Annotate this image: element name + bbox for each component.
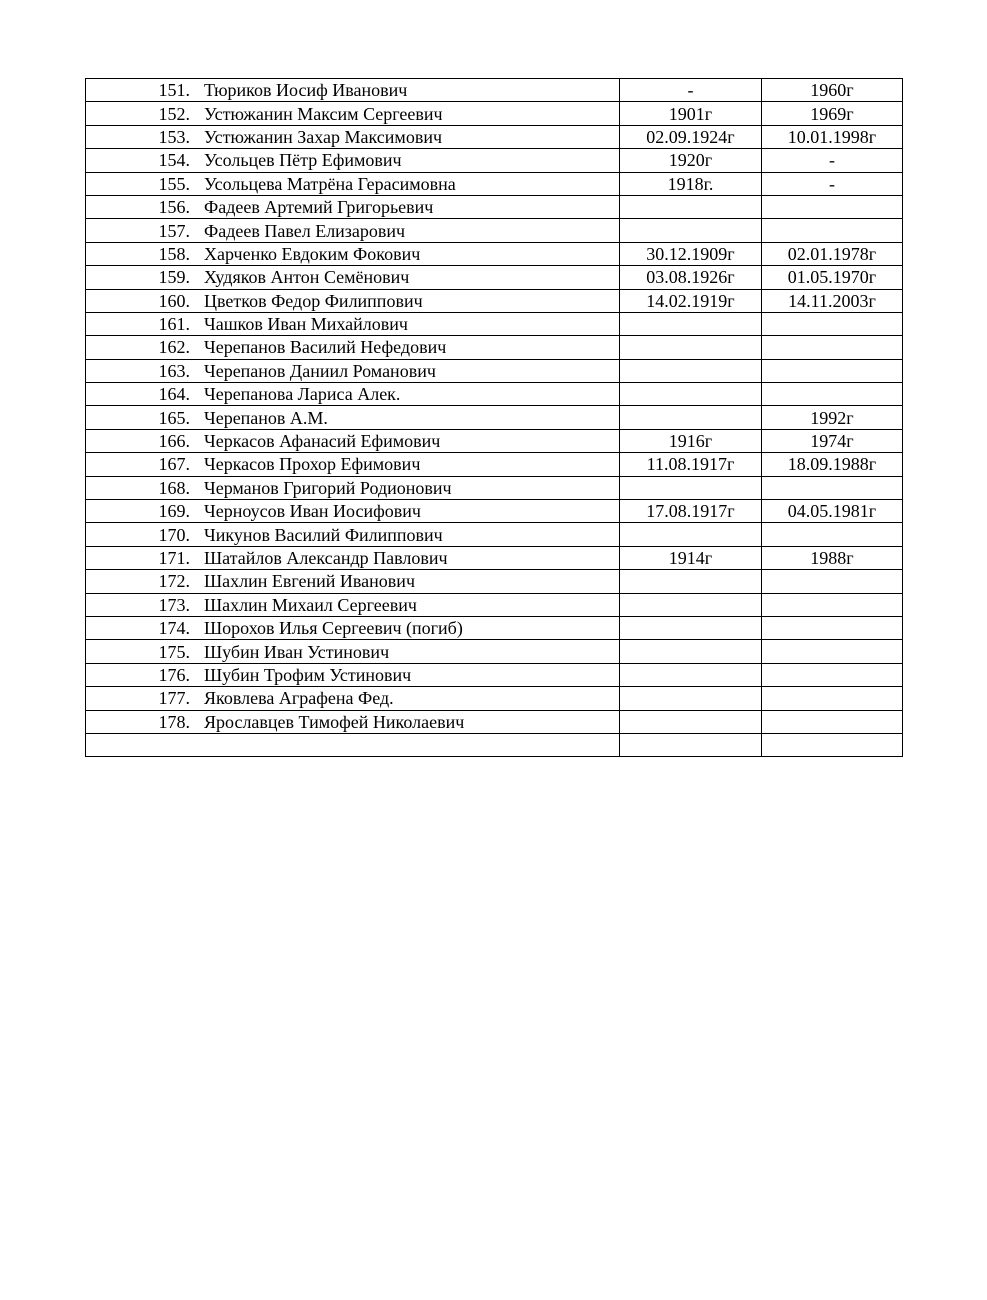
birth-date-cell bbox=[620, 687, 762, 710]
table-row bbox=[86, 570, 903, 593]
table-row bbox=[86, 406, 903, 429]
death-date-cell: 14.11.2003г bbox=[762, 289, 903, 312]
person-name: Ярославцев Тимофей Николаевич bbox=[204, 711, 465, 732]
table-row bbox=[86, 102, 903, 125]
table-row bbox=[86, 172, 903, 195]
row-number: 155. bbox=[158, 173, 190, 194]
person-name: Черкасов Афанасий Ефимович bbox=[204, 431, 441, 452]
row-number: 168. bbox=[158, 477, 190, 498]
death-date-cell bbox=[762, 710, 903, 733]
table-row bbox=[86, 733, 903, 756]
birth-date-cell bbox=[620, 219, 762, 242]
name-cell bbox=[86, 453, 620, 476]
name-cell bbox=[86, 242, 620, 265]
name-cell bbox=[86, 733, 620, 756]
birth-date-cell: 1918г. bbox=[620, 172, 762, 195]
death-date-cell bbox=[762, 663, 903, 686]
death-date-cell bbox=[762, 476, 903, 499]
person-name: Шахлин Михаил Сергеевич bbox=[204, 594, 417, 615]
death-date-cell: 10.01.1998г bbox=[762, 125, 903, 148]
person-name: Черманов Григорий Родионович bbox=[204, 477, 452, 498]
name-cell bbox=[86, 383, 620, 406]
person-name: Фадеев Артемий Григорьевич bbox=[204, 197, 434, 218]
name-cell bbox=[86, 476, 620, 499]
death-date-cell: 18.09.1988г bbox=[762, 453, 903, 476]
row-number: 157. bbox=[158, 220, 190, 241]
birth-date-cell bbox=[620, 663, 762, 686]
row-number: 159. bbox=[158, 267, 190, 288]
name-cell bbox=[86, 312, 620, 335]
birth-date-cell: 17.08.1917г bbox=[620, 500, 762, 523]
birth-date-cell bbox=[620, 593, 762, 616]
birth-date-cell: 1914г bbox=[620, 546, 762, 569]
table-row bbox=[86, 359, 903, 382]
row-number: 171. bbox=[158, 548, 190, 568]
table-row bbox=[86, 149, 903, 172]
row-number: 167. bbox=[158, 454, 190, 475]
birth-date-cell: 03.08.1926г bbox=[620, 266, 762, 289]
death-date-cell bbox=[762, 336, 903, 359]
name-cell bbox=[86, 102, 620, 125]
table-row bbox=[86, 616, 903, 639]
death-date-cell bbox=[762, 383, 903, 406]
birth-date-cell: 14.02.1919г bbox=[620, 289, 762, 312]
name-cell bbox=[86, 219, 620, 242]
death-date-cell bbox=[762, 733, 903, 756]
person-name: Шорохов Илья Сергеевич (погиб) bbox=[204, 618, 463, 639]
row-number: 163. bbox=[158, 360, 190, 381]
death-date-cell bbox=[762, 312, 903, 335]
person-name: Шубин Иван Устинович bbox=[204, 641, 390, 662]
table-row bbox=[86, 429, 903, 452]
person-name: Шубин Трофим Устинович bbox=[204, 664, 412, 685]
death-date-cell: 1992г bbox=[762, 406, 903, 429]
person-name: Черепанов А.М. bbox=[204, 407, 328, 428]
name-cell bbox=[86, 593, 620, 616]
memorial-roster-table bbox=[85, 78, 903, 757]
row-number: 153. bbox=[158, 126, 190, 147]
death-date-cell bbox=[762, 195, 903, 218]
table-row bbox=[86, 663, 903, 686]
table-row bbox=[86, 523, 903, 546]
birth-date-cell bbox=[620, 383, 762, 406]
person-name: Черноусов Иван Иосифович bbox=[204, 501, 421, 522]
table-row bbox=[86, 289, 903, 312]
death-date-cell bbox=[762, 359, 903, 382]
table-row bbox=[86, 383, 903, 406]
birth-date-cell: - bbox=[620, 79, 762, 102]
row-number: 176. bbox=[158, 664, 190, 685]
death-date-cell bbox=[762, 593, 903, 616]
row-number: 177. bbox=[158, 688, 190, 709]
person-name: Шахлин Евгений Иванович bbox=[204, 571, 415, 592]
row-number: 161. bbox=[158, 314, 190, 335]
death-date-cell bbox=[762, 523, 903, 546]
row-number: 173. bbox=[158, 594, 190, 615]
table-row bbox=[86, 336, 903, 359]
table-row bbox=[86, 640, 903, 663]
death-date-cell: 1960г bbox=[762, 79, 903, 102]
person-name: Черепанова Лариса Алек. bbox=[204, 384, 401, 405]
row-number: 158. bbox=[158, 243, 190, 264]
table-row bbox=[86, 500, 903, 523]
roster-table-body bbox=[86, 79, 903, 757]
person-name: Чашков Иван Михайлович bbox=[204, 314, 408, 335]
birth-date-cell bbox=[620, 312, 762, 335]
row-number: 154. bbox=[158, 150, 190, 171]
death-date-cell: - bbox=[762, 172, 903, 195]
row-number: 175. bbox=[158, 641, 190, 662]
death-date-cell bbox=[762, 640, 903, 663]
death-date-cell bbox=[762, 570, 903, 593]
death-date-cell: 1974г bbox=[762, 429, 903, 452]
table-row bbox=[86, 593, 903, 616]
row-number: 160. bbox=[158, 290, 190, 311]
birth-date-cell bbox=[620, 476, 762, 499]
person-name: Цветков Федор Филиппович bbox=[204, 290, 423, 311]
person-name: Яковлева Аграфена Фед. bbox=[204, 688, 394, 709]
row-number: 169. bbox=[158, 501, 190, 522]
person-name: Шатайлов Александр Павлович bbox=[204, 548, 448, 568]
name-cell bbox=[86, 616, 620, 639]
name-cell bbox=[86, 266, 620, 289]
row-number: 172. bbox=[158, 571, 190, 592]
table-row bbox=[86, 219, 903, 242]
birth-date-cell bbox=[620, 570, 762, 593]
birth-date-cell: 02.09.1924г bbox=[620, 125, 762, 148]
name-cell bbox=[86, 359, 620, 382]
birth-date-cell bbox=[620, 195, 762, 218]
row-number: 152. bbox=[158, 103, 190, 124]
birth-date-cell bbox=[620, 640, 762, 663]
name-cell bbox=[86, 523, 620, 546]
birth-date-cell: 1920г bbox=[620, 149, 762, 172]
person-name: Черкасов Прохор Ефимович bbox=[204, 454, 421, 475]
name-cell bbox=[86, 79, 620, 102]
person-name: Харченко Евдоким Фокович bbox=[204, 243, 421, 264]
person-name: Черепанов Даниил Романович bbox=[204, 360, 436, 381]
table-row bbox=[86, 195, 903, 218]
death-date-cell: 01.05.1970г bbox=[762, 266, 903, 289]
name-cell bbox=[86, 710, 620, 733]
birth-date-cell bbox=[620, 616, 762, 639]
birth-date-cell: 1901г bbox=[620, 102, 762, 125]
row-number: 156. bbox=[158, 197, 190, 218]
row-number: 174. bbox=[158, 618, 190, 639]
name-cell bbox=[86, 663, 620, 686]
person-name: Устюжанин Захар Максимович bbox=[204, 126, 443, 147]
table-row bbox=[86, 266, 903, 289]
name-cell bbox=[86, 172, 620, 195]
table-row bbox=[86, 687, 903, 710]
table-row bbox=[86, 242, 903, 265]
death-date-cell: - bbox=[762, 149, 903, 172]
name-cell bbox=[86, 546, 620, 569]
death-date-cell bbox=[762, 219, 903, 242]
death-date-cell: 1988г bbox=[762, 546, 903, 569]
birth-date-cell bbox=[620, 710, 762, 733]
person-name: Фадеев Павел Елизарович bbox=[204, 220, 406, 241]
person-name: Худяков Антон Семёнович bbox=[204, 267, 410, 288]
table-row bbox=[86, 546, 903, 569]
name-cell bbox=[86, 429, 620, 452]
name-cell bbox=[86, 149, 620, 172]
name-cell bbox=[86, 289, 620, 312]
death-date-cell: 04.05.1981г bbox=[762, 500, 903, 523]
table-row bbox=[86, 125, 903, 148]
birth-date-cell bbox=[620, 733, 762, 756]
row-number: 170. bbox=[158, 524, 190, 545]
person-name: Тюриков Иосиф Иванович bbox=[204, 80, 408, 101]
birth-date-cell: 11.08.1917г bbox=[620, 453, 762, 476]
birth-date-cell: 30.12.1909г bbox=[620, 242, 762, 265]
death-date-cell: 02.01.1978г bbox=[762, 242, 903, 265]
name-cell bbox=[86, 500, 620, 523]
birth-date-cell bbox=[620, 523, 762, 546]
table-row bbox=[86, 476, 903, 499]
table-row bbox=[86, 710, 903, 733]
row-number: 164. bbox=[158, 384, 190, 405]
name-cell bbox=[86, 195, 620, 218]
table-row bbox=[86, 312, 903, 335]
table-row bbox=[86, 79, 903, 102]
name-cell bbox=[86, 125, 620, 148]
row-number: 165. bbox=[158, 407, 190, 428]
birth-date-cell: 1916г bbox=[620, 429, 762, 452]
name-cell bbox=[86, 570, 620, 593]
row-number: 166. bbox=[158, 431, 190, 452]
birth-date-cell bbox=[620, 336, 762, 359]
person-name: Усольцев Пётр Ефимович bbox=[204, 150, 402, 171]
birth-date-cell bbox=[620, 359, 762, 382]
table-row bbox=[86, 453, 903, 476]
death-date-cell bbox=[762, 616, 903, 639]
name-cell bbox=[86, 640, 620, 663]
death-date-cell bbox=[762, 687, 903, 710]
name-cell bbox=[86, 406, 620, 429]
name-cell bbox=[86, 687, 620, 710]
death-date-cell: 1969г bbox=[762, 102, 903, 125]
birth-date-cell bbox=[620, 406, 762, 429]
person-name: Усольцева Матрёна Герасимовна bbox=[204, 173, 456, 194]
row-number: 162. bbox=[158, 337, 190, 358]
person-name: Устюжанин Максим Сергеевич bbox=[204, 103, 443, 124]
row-number: 151. bbox=[158, 80, 190, 101]
person-name: Чикунов Василий Филиппович bbox=[204, 524, 443, 545]
person-name: Черепанов Василий Нефедович bbox=[204, 337, 447, 358]
name-cell bbox=[86, 336, 620, 359]
row-number: 178. bbox=[158, 711, 190, 732]
